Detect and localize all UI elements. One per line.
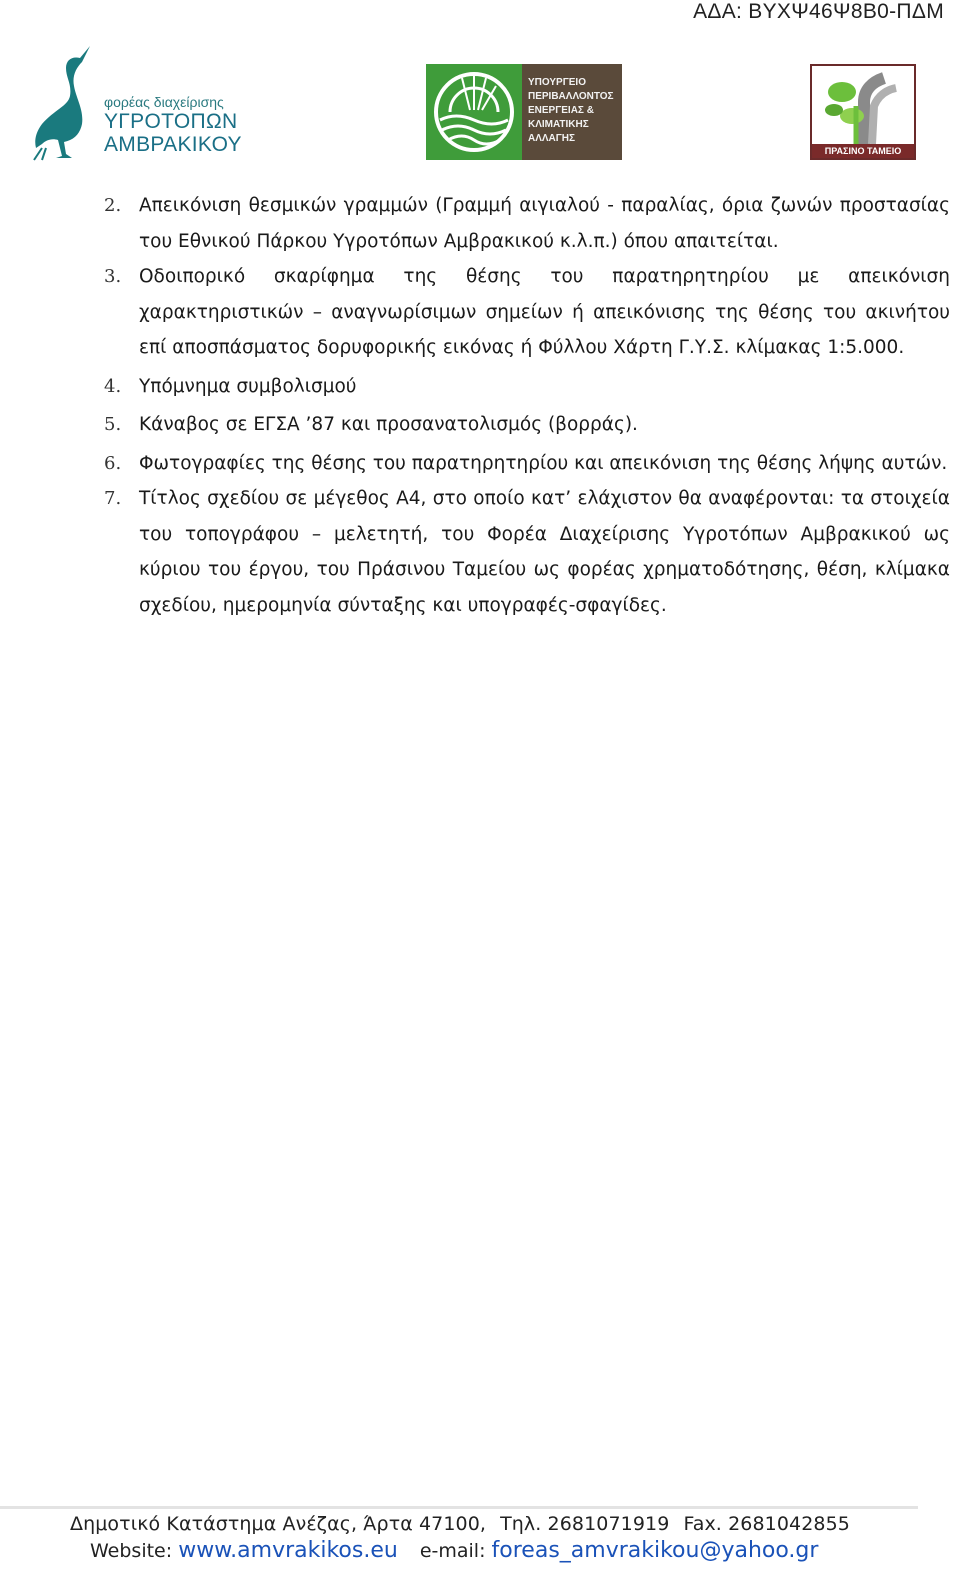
list-item [104, 369, 950, 405]
list-text: Κάναβος σε ΕΓΣΑ ’87 και προσανατολισμός (βορράς). [139, 414, 638, 435]
list-text: Τίτλος σχεδίου σε μέγεθος Α4, στο οποίο κατ’ ελάχιστον θα αναφέρονται: τα στοιχεία του τοπογράφου – μελετητή, του Φορέα Διαχείρισης Υγροτόπων Αμβρακικού ως κύριου του έργου, του Πράσινου Ταμείου ως φορέας χρηματοδότησης, θέση, κλίμακα σχεδίου, ημερομηνία σύνταξης και υπογραφές-σφαγίδες. [139, 488, 950, 616]
footer-fax: Fax. 2681042855 [683, 1513, 850, 1535]
list-number: 3. [104, 266, 122, 287]
list-number: 7. [104, 488, 122, 509]
heron-icon [32, 44, 102, 162]
list-number: 6. [104, 452, 122, 474]
ypeka-line: ΑΛΛΑΓΗΣ [528, 133, 576, 144]
list-item [104, 446, 950, 482]
ypeka-line: ΥΠΟΥΡΓΕΙΟ [528, 77, 586, 88]
requirements-list [104, 188, 950, 623]
tree-icon [812, 66, 914, 144]
website-link[interactable]: www.amvrakikos.eu [178, 1538, 398, 1563]
footer-contact-line [70, 1513, 850, 1535]
list-text: Φωτογραφίες της θέσης του παρατηρητηρίου και απεικόνιση της θέσης λήψης αυτών. [139, 452, 948, 474]
list-item [104, 481, 950, 623]
website-label: Website: [90, 1540, 173, 1562]
footer-phone: Τηλ. 2681071919 [500, 1513, 670, 1535]
email-label: e-mail: [419, 1540, 486, 1562]
email-link[interactable]: foreas_amvrakikou@yahoo.gr [491, 1538, 819, 1563]
fdy-logo [32, 44, 272, 164]
list-item [104, 259, 950, 366]
ypeka-line: ΚΛΙΜΑΤΙΚΗΣ [528, 119, 589, 130]
prasino-tameio-logo [810, 64, 916, 160]
ypeka-logo [426, 64, 622, 160]
fdy-line2: ΥΓΡΟΤΟΠΩΝ [104, 110, 238, 133]
list-text: Υπόμνημα συμβολισμού [139, 375, 357, 397]
list-number: 5. [104, 414, 122, 435]
ypeka-line: ΠΕΡΙΒΑΛΛΟΝΤΟΣ [528, 91, 614, 102]
footer-divider [0, 1506, 918, 1509]
footer-web-line [90, 1538, 818, 1563]
fdy-line1: φορέας διαχείρισης [104, 94, 224, 110]
prasino-label: ΠΡΑΣΙΝΟ ΤΑΜΕΙΟ [812, 144, 914, 158]
footer-address: Δημοτικό Κατάστημα Ανέζας, Άρτα 47100, [70, 1513, 487, 1535]
fdy-line3: ΑΜΒΡΑΚΙΚΟΥ [104, 133, 242, 156]
list-number: 2. [104, 195, 122, 216]
list-text: Οδοιπορικό σκαρίφημα της θέσης του παρατηρητηρίου με απεικόνιση χαρακτηριστικών – αναγνωρίσιμων σημείων ή απεικόνισης της θέσης του ακινήτου επί αποσπάσματος δορυφορικής εικόνας ή Φύλλου Χάρτη Γ.Υ.Σ. κλίμακας 1:5.000. [139, 266, 950, 358]
ada-code: ΑΔΑ: ΒΥΧΨ46Ψ8Β0-ΠΔΜ [693, 0, 944, 23]
list-item [104, 188, 950, 259]
ypeka-emblem-icon [426, 64, 522, 160]
ypeka-line: ΕΝΕΡΓΕΙΑΣ & [528, 105, 594, 116]
list-number: 4. [104, 375, 122, 397]
list-item [104, 407, 950, 443]
list-text: Απεικόνιση θεσμικών γραμμών (Γραμμή αιγιαλού - παραλίας, όρια ζωνών προστασίας του Εθνικού Πάρκου Υγροτόπων Αμβρακικού κ.λ.π.) όπου απαιτείται. [139, 195, 950, 252]
